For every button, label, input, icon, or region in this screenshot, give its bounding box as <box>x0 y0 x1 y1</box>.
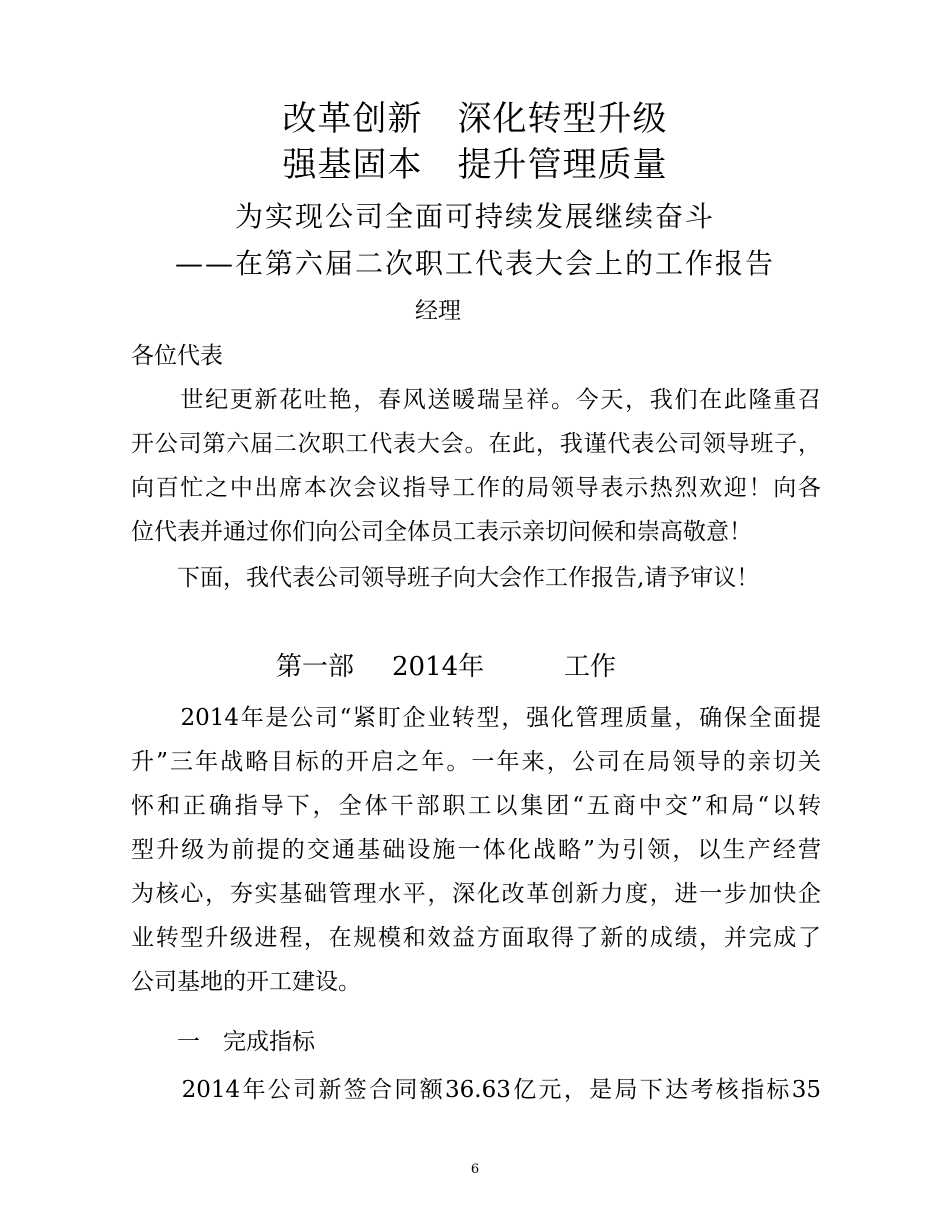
intro-line: 下面，我代表公司领导班子向大会作工作报告,请予审议！ <box>131 565 760 591</box>
report-title-line-1: 改革创新 深化转型升级 <box>282 99 668 139</box>
salutation: 各位代表 <box>131 343 223 369</box>
summary-line: 公司基地的开工建设。 <box>131 969 361 995</box>
section-year: 2014年 <box>392 652 485 682</box>
report-subtitle-line-1: 为实现公司全面可持续发展继续奋斗 <box>234 200 715 233</box>
report-author: 经理 <box>415 298 461 324</box>
page-number: 6 <box>470 1162 480 1177</box>
section-work: 工作 <box>564 652 617 682</box>
summary-line: 2014年是公司“紧盯企业转型，强化管理质量，确保全面提 <box>131 705 821 731</box>
indicator-line: 2014年公司新签合同额36.63亿元，是局下达考核指标35 <box>131 1077 821 1103</box>
intro-line: 向百忙之中出席本次会议指导工作的局领导表示热烈欢迎！向各 <box>131 475 821 501</box>
summary-line: 业转型升级进程，在规模和效益方面取得了新的成绩，并完成了 <box>131 925 821 951</box>
summary-line: 为核心，夯实基础管理水平，深化改革创新力度，进一步加快企 <box>131 881 821 907</box>
report-title-line-2: 强基固本 提升管理质量 <box>282 145 668 185</box>
summary-line: 升”三年战略目标的开启之年。一年来，公司在局领导的亲切关 <box>131 749 821 775</box>
intro-line: 位代表并通过你们向公司全体员工表示亲切问候和崇高敬意！ <box>131 519 752 545</box>
intro-line: 世纪更新花吐艳，春风送暖瑞呈祥。今天，我们在此隆重召 <box>131 387 821 413</box>
section-heading <box>276 654 616 680</box>
section-part: 第一部 <box>276 652 355 682</box>
subheading-completed-indicators: 一 完成指标 <box>131 1029 315 1055</box>
report-subtitle-line-2: ——在第六届二次职工代表大会上的工作报告 <box>174 247 775 280</box>
summary-line: 怀和正确指导下，全体干部职工以集团“五商中交”和局“以转 <box>131 793 821 819</box>
intro-line: 开公司第六届二次职工代表大会。在此，我谨代表公司领导班子， <box>131 431 821 457</box>
summary-line: 型升级为前提的交通基础设施一体化战略”为引领，以生产经营 <box>131 837 821 863</box>
